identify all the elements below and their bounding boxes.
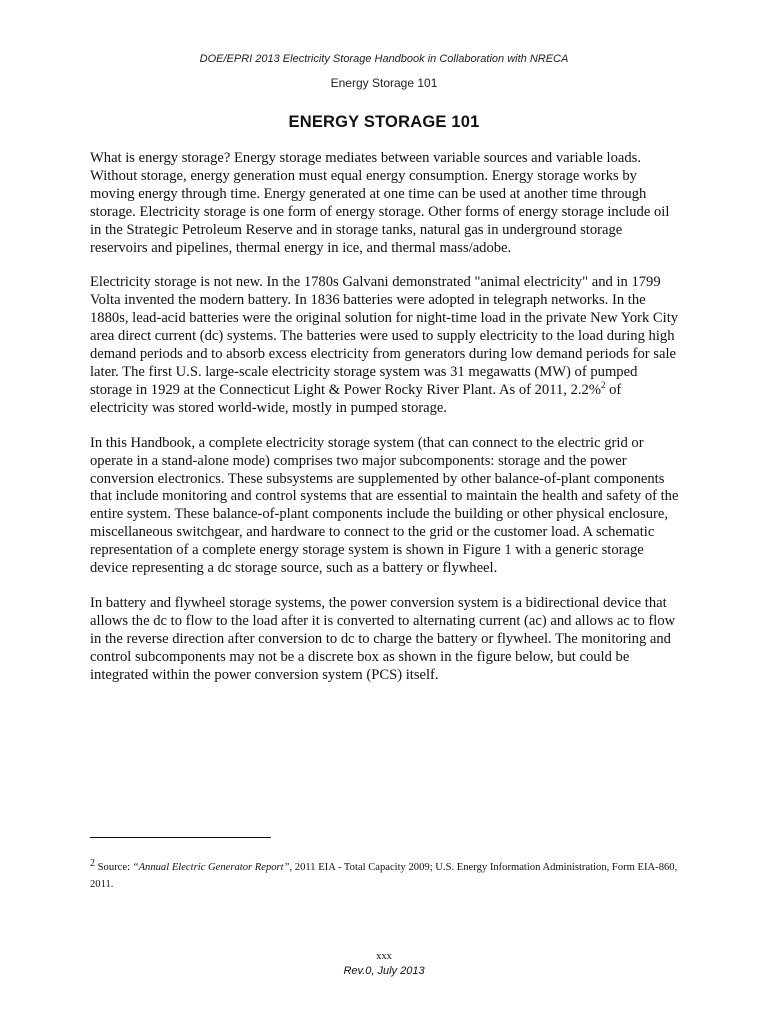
paragraph-2-text: Electricity storage is not new. In the 1780s Galvani demonstrated "animal electricity" and in 1799 Volta invented the modern battery. In 1836 batteries were adopted in telegraph networks. In the 1880s, lead-acid batteries were the original solution for night-time load in the private New York City area direct current (dc) systems. The batteries were used to supply electricity to the load during high demand periods and to absorb excess electricity from generators during low demand periods for sale later. The first U.S. large-scale electricity storage system was 31 megawatts (MW) of pumped storage in 1929 at the Connecticut Light & Power Rocky River Plant. As of 2011, 2.2% (90, 274, 679, 398)
footnote-mark: 2 (90, 858, 95, 869)
page-number: xxx (376, 951, 392, 962)
paragraph-3: In this Handbook, a complete electricity storage system (that can connect to the electric grid or operate in a stand-alone mode) comprises two major subcomponents: storage and the power conversion electronics. These subsystems are supplemented by other balance-of-plant components that include monitoring and control systems that are essential to maintain the health and safety of the entire system. These balance-of-plant components include the building or other physical enclosure, miscellaneous switchgear, and hardware to connect to the grid or the customer load. A schematic representation of a complete energy storage system is shown in Figure 1 with a generic storage device representing a dc storage source, such as a battery or flywheel. (90, 434, 679, 577)
paragraph-4: In battery and flywheel storage systems, the power conversion system is a bidirectional device that allows the dc to flow to the load after it is converted to alternating current (ac) and allows ac to flow in the reverse direction after conversion to dc to charge the battery or flywheel. The monitoring and control subcomponents may not be a discrete box as shown in the figure below, but could be integrated within the power conversion system (PCS) itself. (90, 594, 676, 683)
body-text (90, 150, 680, 701)
running-header-section: Energy Storage 101 (330, 76, 438, 90)
page-title: ENERGY STORAGE 101 (288, 113, 480, 131)
footnote (90, 859, 690, 893)
running-header-title: DOE/EPRI 2013 Electricity Storage Handbook in Collaboration with NRECA (199, 53, 569, 65)
footnote-source-title: “Annual Electric Generator Report” (132, 862, 290, 873)
paragraph-1: What is energy storage? Energy storage mediates between variable sources and variable loads. Without storage, energy generation must equal energy consumption. Energy storage works by moving energy through time. Energy generated at one time can be used at another time through storage. Electricity storage is one form of energy storage. Other forms of energy storage include oil in the Strategic Petroleum Reserve and in storage tanks, natural gas in underground storage reservoirs and pipelines, thermal energy in ice, and thermal mass/adobe. (90, 150, 670, 256)
paragraph-2 (90, 274, 680, 417)
footnote-prefix: Source: (95, 862, 133, 873)
footnote-divider (90, 837, 271, 838)
revision-footer: Rev.0, July 2013 (343, 965, 425, 977)
footnote-reference[interactable]: 2 (600, 379, 606, 390)
footnote-source-details: , 2011 EIA - Total Capacity 2009; U.S. Energy Information Administration, Form EIA-860, 2011. (90, 862, 678, 890)
paragraph-2-text-end: of electricity was stored world-wide, mostly in pumped storage. (90, 381, 622, 416)
